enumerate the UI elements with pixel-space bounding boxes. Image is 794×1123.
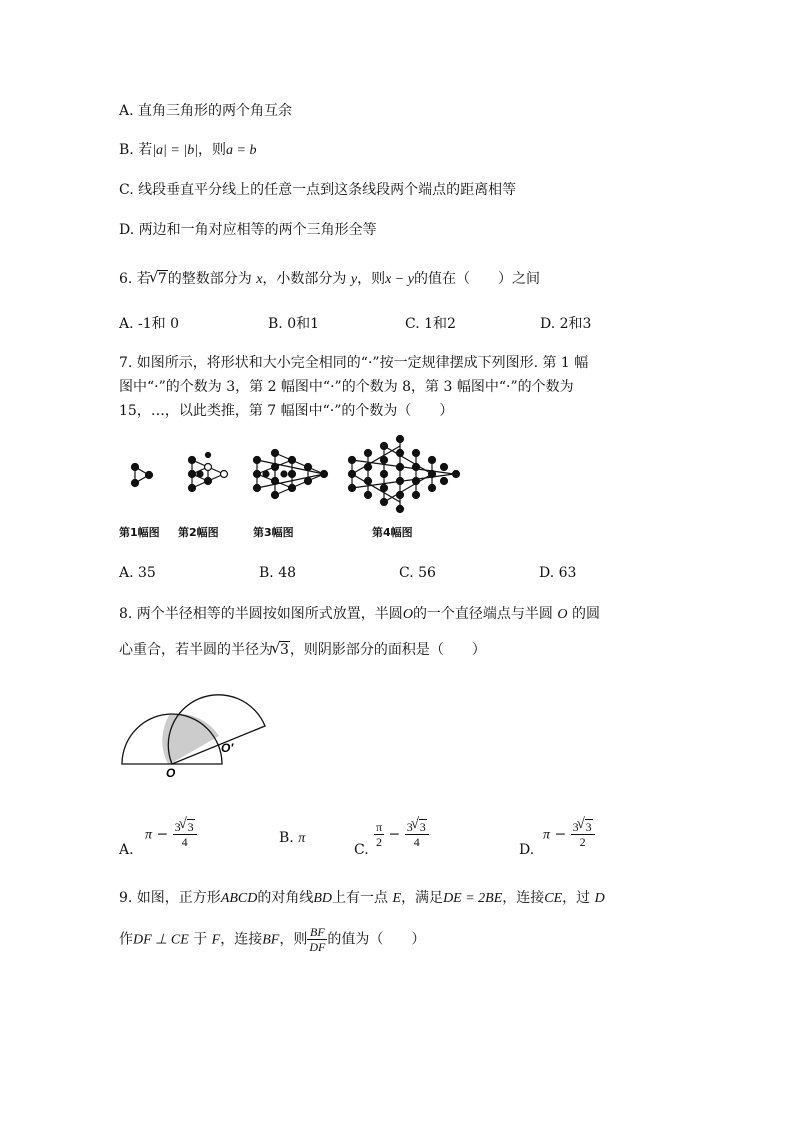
q8-c-den: 4 (413, 835, 420, 849)
q6-mid3: ，则 (357, 271, 386, 287)
q8-o-1: O (402, 607, 413, 622)
q9-line-1c: 上有一点 (332, 890, 389, 906)
q6-option-b: B. 0和1 (268, 316, 320, 332)
q6-option-a: A. -1和 0 (119, 316, 180, 332)
q6-mid1: 的整数部分为 (167, 271, 252, 287)
q9-line-1b: 的对角线 (257, 890, 314, 906)
q9-line-2c: ，连接 (220, 931, 263, 948)
q8-b-pi: π (298, 831, 306, 846)
q7-figure-4 (349, 436, 460, 513)
q8-d-minus: − (554, 826, 567, 843)
q8-o-2: O (557, 607, 568, 622)
q6-stem (119, 268, 540, 288)
q8-option-c (354, 842, 369, 858)
q8-line-1c: 的圆 (571, 606, 600, 622)
q9-f: F (211, 932, 221, 948)
q7-caption-2: 第2幅图 (178, 526, 219, 539)
q8-option-a-label: A. (119, 842, 134, 858)
q8-d-pi: π (543, 827, 551, 843)
q7-option-d: D. 63 (539, 565, 577, 581)
q9-fraction-den: DF (309, 940, 326, 954)
q8-label-o-prime: O′ (221, 741, 234, 755)
q9-line-1a: 9. 如图，正方形 (119, 890, 221, 906)
q5-option-a: A. 直角三角形的两个角互余 (119, 103, 293, 119)
q6-post: 的值在（ ）之间 (413, 271, 540, 287)
q5-option-b-result: a = b (226, 143, 257, 158)
q5-option-d: D. 两边和一角对应相等的两个三角形全等 (119, 222, 377, 238)
q5-option-b-prefix: B. 若 (119, 142, 153, 158)
q8-c-fraction-1 (374, 820, 384, 849)
q8-option-c-label: C. (354, 842, 369, 858)
q8-c-coef: 3 (406, 820, 413, 834)
q8-a-coef: 3 (174, 820, 181, 834)
q8-line-1 (119, 603, 600, 623)
q8-a-num (173, 820, 197, 835)
q7-line-1: 7. 如图所示，将形状和大小完全相同的“·”按一定规律摆成下列图形. 第 1 幅 (119, 355, 589, 371)
q7-caption-3: 第3幅图 (253, 526, 294, 539)
q9-perp: DF ⊥ CE (133, 932, 189, 948)
q8-option-a (119, 842, 134, 858)
q6-pre: 6. 若 (119, 271, 151, 287)
q9-d: D (594, 891, 605, 906)
q9-line-2d: ，则 (279, 931, 308, 948)
q7-figure-2 (189, 453, 228, 492)
q9-line-1 (119, 887, 605, 907)
q8-a-den: 4 (181, 835, 188, 849)
q8-option-b (279, 830, 305, 847)
q7-caption-4: 第4幅图 (372, 526, 413, 539)
q7-figure-1 (132, 464, 153, 487)
q8-d-radicand: 3 (585, 820, 592, 834)
q8-option-c-expr (374, 820, 429, 849)
q8-a-radicand: 3 (187, 820, 194, 834)
q8-d-den: 2 (579, 835, 586, 849)
q9-fraction (307, 925, 327, 954)
q9-bf: BF (262, 932, 280, 948)
q6-radicand: 7 (157, 271, 167, 287)
q9-eq: DE = 2BE (443, 891, 503, 906)
q6-option-c: C. 1和2 (405, 316, 456, 332)
q8-a-sqrt (181, 820, 195, 834)
q7-figure-3 (254, 450, 328, 499)
q9-line-2e: 的值为（ ） (327, 931, 426, 948)
q9-abcd: ABCD (220, 891, 258, 906)
q7-option-a: A. 35 (119, 565, 156, 581)
q8-option-d-expr (543, 820, 595, 849)
q5-option-b-condition: |a| = |b| (152, 143, 199, 158)
q8-line-1b: 的一个直径端点与半圆 (412, 606, 553, 622)
q7-dot-pattern-figures (118, 432, 478, 516)
q9-e: E (392, 891, 402, 906)
q8-sqrt (273, 642, 290, 658)
q8-line-1a: 8. 两个半径相等的半圆按如图所式放置，半圆 (119, 606, 403, 622)
q8-d-num (571, 820, 595, 835)
q8-a-minus: − (156, 826, 169, 843)
q8-semicircles-figure (115, 686, 295, 780)
q8-a-pi: π (145, 827, 153, 843)
q7-line-2: 图中“·”的个数为 3，第 2 幅图中“·”的个数为 8，第 3 幅图中“·”的个数为 (119, 379, 574, 395)
q6-mid2: ，小数部分为 (262, 271, 347, 287)
q6-sqrt (151, 271, 168, 287)
q7-caption-1: 第1幅图 (119, 526, 160, 539)
q9-line-2 (119, 925, 425, 954)
q7-option-b: B. 48 (259, 565, 297, 581)
q9-line-1d: ，满足 (401, 890, 444, 906)
q8-c-two: 2 (376, 835, 383, 849)
q6-y: y (350, 272, 358, 287)
q8-line-2b: ，则阴影部分的面积是（ ） (289, 642, 486, 658)
q9-fraction-num: BF (307, 925, 327, 940)
q9-line-2b: 于 (188, 931, 208, 948)
q5-option-b-mid: ，则 (198, 142, 227, 158)
q5-option-b (119, 139, 257, 159)
q8-c-pi: π (376, 820, 383, 834)
q8-c-fraction-2 (405, 820, 429, 849)
q8-label-o: O (166, 766, 176, 780)
q8-a-fraction (173, 820, 197, 849)
q6-x: x (256, 272, 263, 287)
q8-line-2a: 心重合，若半圆的半径为 (119, 642, 273, 658)
q8-option-a-expr (145, 820, 197, 849)
q7-line-3: 15，…，以此类推，第 7 幅图中“·”的个数为（ ） (119, 403, 454, 419)
q8-d-coef: 3 (572, 820, 579, 834)
q8-radicand: 3 (280, 642, 289, 658)
q6-option-d: D. 2和3 (540, 316, 592, 332)
q9-line-2a: 作 (119, 931, 133, 948)
q7-option-c: C. 56 (399, 565, 436, 581)
q8-option-b-label: B. (279, 830, 294, 846)
q8-d-sqrt (579, 820, 593, 834)
q8-line-2 (119, 639, 486, 659)
q9-bd: BD (313, 891, 333, 906)
q8-c-minus: − (388, 826, 401, 843)
q9-line-1e: ，连接 (502, 890, 545, 906)
q8-option-d (519, 842, 534, 858)
q8-option-d-label: D. (519, 842, 535, 858)
q8-d-fraction (571, 820, 595, 849)
q5-option-c: C. 线段垂直平分线上的任意一点到这条线段两个端点的距离相等 (119, 182, 517, 198)
q8-c-num (405, 820, 429, 835)
q6-expr: x − y (385, 272, 414, 287)
q8-c-sqrt (413, 820, 427, 834)
q9-ce: CE (544, 891, 563, 906)
q9-line-1f: ，过 (562, 890, 591, 906)
q8-c-radicand: 3 (419, 820, 426, 834)
